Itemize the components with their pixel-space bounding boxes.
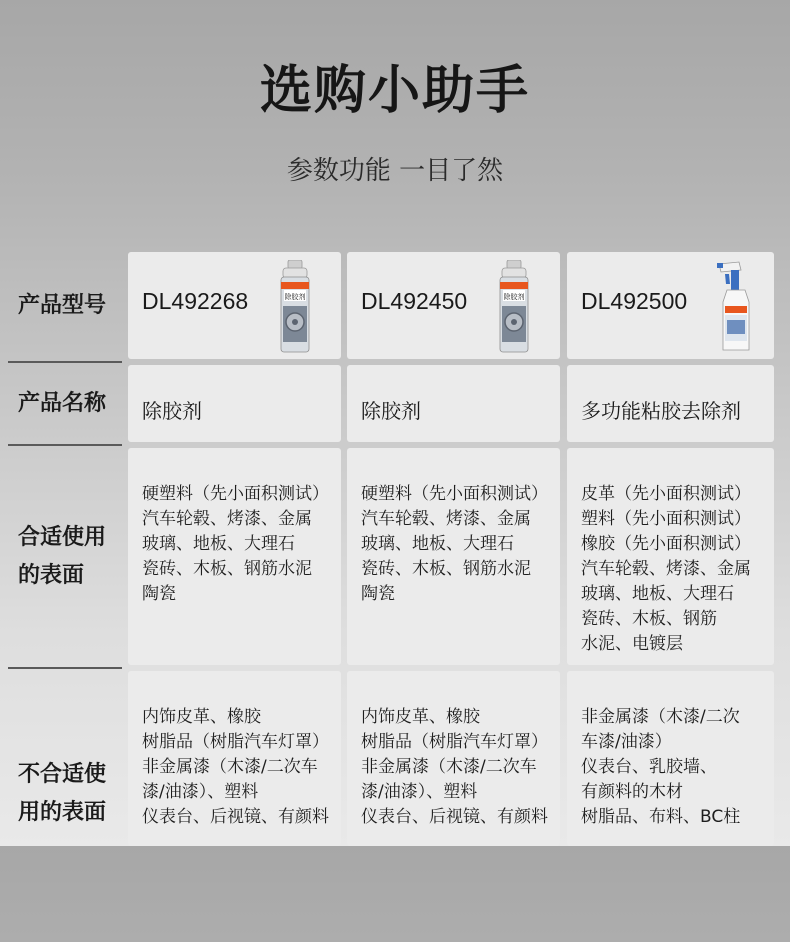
suitable-list — [361, 482, 548, 607]
list-item: 瓷砖、木板、钢筋水泥 — [142, 559, 312, 579]
list-item: 仪表台、乳胶墙、 — [581, 757, 717, 777]
list-item: 瓷砖、木板、钢筋水泥 — [361, 559, 531, 579]
list-item: 硬塑料（先小面积测试） — [142, 484, 329, 504]
list-item: 树脂品（树脂汽车灯罩） — [361, 732, 548, 752]
list-item: 汽车轮毂、烤漆、金属 — [581, 559, 751, 579]
suitable-cell-2 — [347, 448, 560, 665]
row-label-suitable-line1: 合适使用 — [18, 525, 107, 550]
list-item: 塑料（先小面积测试） — [581, 509, 751, 529]
list-item: 树脂品（树脂汽车灯罩） — [142, 732, 329, 752]
unsuitable-list — [581, 705, 740, 830]
row-label-unsuitable-line1: 不合适使 — [18, 762, 107, 787]
model-cell-1 — [128, 252, 341, 359]
model-text: DL492268 — [142, 288, 249, 314]
list-item: 非金属漆（木漆/二次 — [581, 707, 740, 727]
list-item: 橡胶（先小面积测试） — [581, 534, 751, 554]
trigger-spray-bottle-icon — [715, 260, 757, 354]
list-item: 非金属漆（木漆/二次车 — [142, 757, 318, 777]
list-item: 有颜料的木材 — [581, 782, 683, 802]
list-item: 内饰皮革、橡胶 — [361, 707, 480, 727]
unsuitable-cell-1 — [128, 671, 341, 846]
row-divider — [8, 361, 122, 363]
list-item: 非金属漆（木漆/二次车 — [361, 757, 537, 777]
list-item: 水泥、电镀层 — [581, 634, 683, 654]
unsuitable-list — [361, 705, 548, 830]
unsuitable-list — [142, 705, 329, 830]
spray-can-icon — [499, 260, 529, 354]
list-item: 车漆/油漆） — [581, 732, 672, 752]
list-item: 仪表台、后视镜、有颜料 — [142, 807, 329, 827]
name-text: 除胶剂 — [142, 399, 202, 423]
list-item: 玻璃、地板、大理石 — [361, 534, 514, 554]
model-text: DL492500 — [581, 288, 688, 314]
list-item: 汽车轮毂、烤漆、金属 — [142, 509, 312, 529]
suitable-list — [142, 482, 329, 607]
row-label-model — [8, 252, 122, 360]
list-item: 汽车轮毂、烤漆、金属 — [361, 509, 531, 529]
list-item: 内饰皮革、橡胶 — [142, 707, 261, 727]
unsuitable-cell-3 — [567, 671, 774, 846]
suitable-cell-1 — [128, 448, 341, 665]
list-item: 陶瓷 — [142, 584, 176, 604]
unsuitable-cell-2 — [347, 671, 560, 846]
can-label: 除胶剂 — [503, 293, 525, 301]
model-text: DL492450 — [361, 288, 468, 314]
spray-can-icon — [280, 260, 310, 354]
row-divider — [8, 444, 122, 446]
name-text: 除胶剂 — [361, 399, 421, 423]
row-label-suitable — [8, 448, 122, 666]
page-title: 选购小助手 — [259, 61, 530, 121]
list-item: 树脂品、布料、BC柱 — [581, 807, 741, 827]
row-label-suitable-line2: 的表面 — [18, 563, 85, 588]
suitable-list — [581, 482, 751, 657]
row-divider — [8, 667, 122, 669]
list-item: 硬塑料（先小面积测试） — [361, 484, 548, 504]
list-item: 玻璃、地板、大理石 — [581, 584, 734, 604]
list-item: 瓷砖、木板、钢筋 — [581, 609, 717, 629]
list-item: 玻璃、地板、大理石 — [142, 534, 295, 554]
page-subtitle: 参数功能 一目了然 — [286, 156, 504, 186]
row-label-name-text: 产品名称 — [18, 391, 107, 416]
row-label-model-text: 产品型号 — [18, 293, 107, 318]
row-label-unsuitable-line2: 用的表面 — [18, 800, 107, 825]
row-label-unsuitable — [8, 672, 122, 942]
model-cell-3 — [567, 252, 774, 359]
model-cell-2 — [347, 252, 560, 359]
list-item: 仪表台、后视镜、有颜料 — [361, 807, 548, 827]
row-label-name — [8, 365, 122, 443]
list-item: 皮革（先小面积测试） — [581, 484, 751, 504]
list-item: 漆/油漆）、塑料 — [142, 782, 259, 802]
name-text: 多功能粘胶去除剂 — [581, 399, 741, 423]
name-cell-1 — [128, 365, 341, 442]
name-cell-2 — [347, 365, 560, 442]
list-item: 陶瓷 — [361, 584, 395, 604]
name-cell-3 — [567, 365, 774, 442]
list-item: 漆/油漆）、塑料 — [361, 782, 478, 802]
can-label: 除胶剂 — [284, 293, 306, 301]
suitable-cell-3 — [567, 448, 774, 665]
